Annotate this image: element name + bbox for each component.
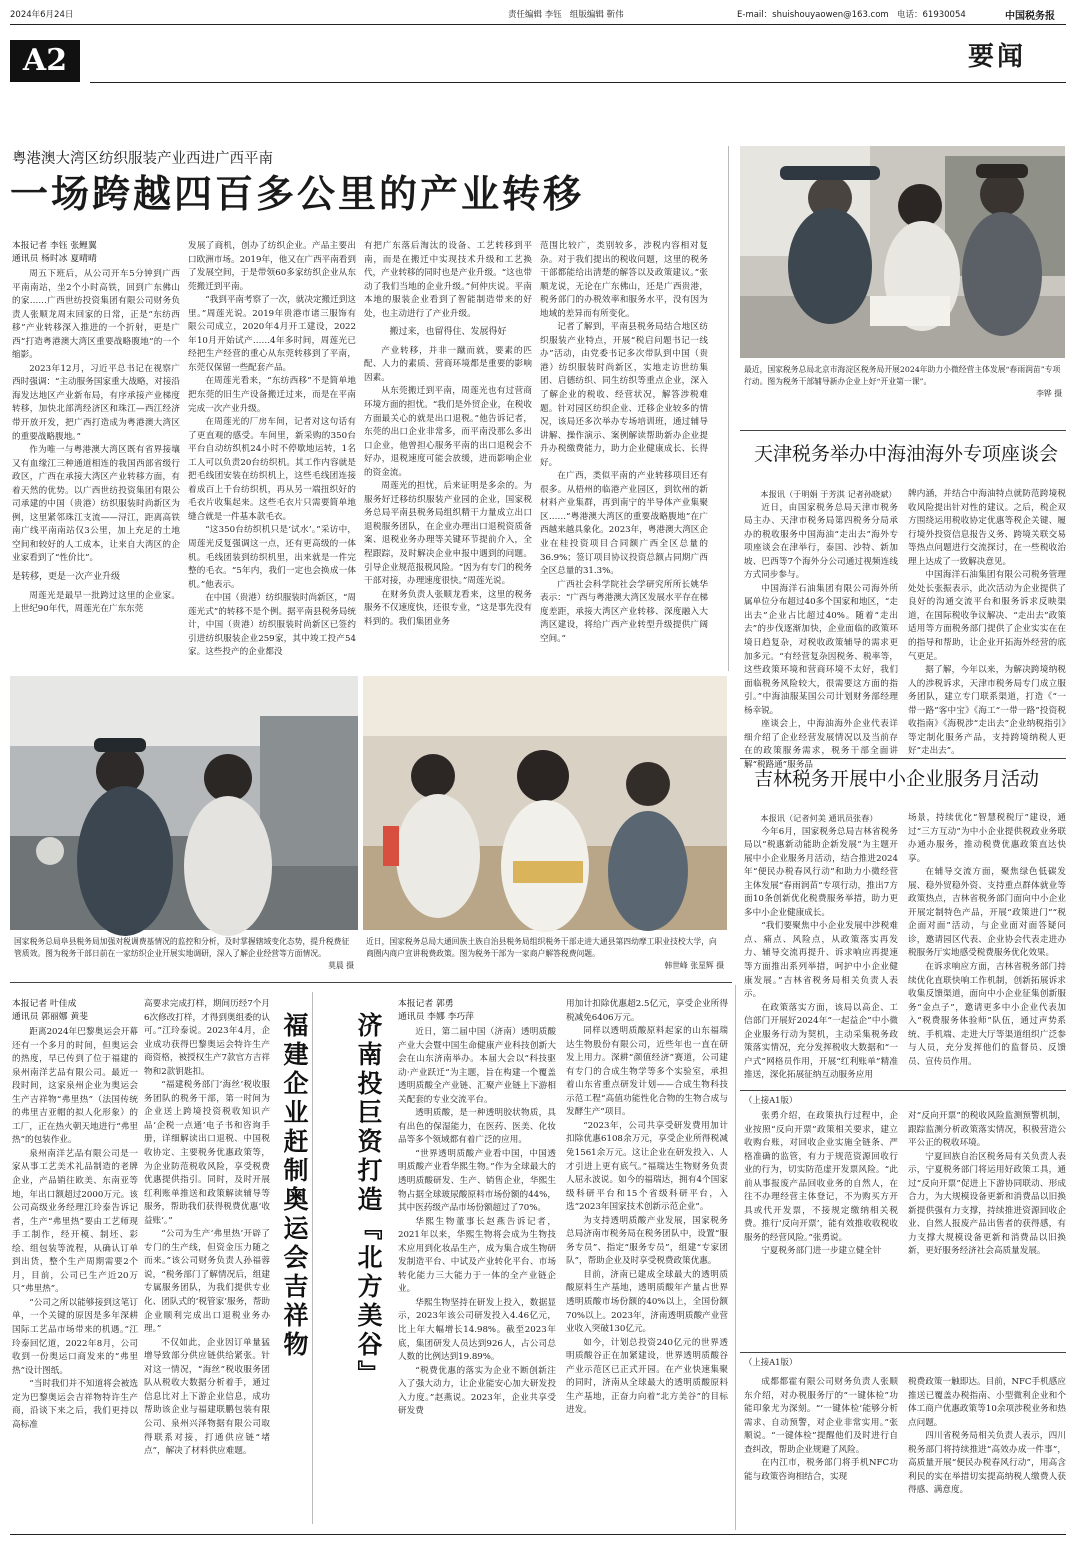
paragraph: 在政策落实方面，该局以高企、工信部门开展好2024年“一起益企”中小微企业服务行动为契机，主动采集税务政策落实情况，充分发挥税收大数据和“一户式”网格员作用，开展“红利账单”精准推送，深化拓展征纳互动服务应用	[744, 1002, 898, 1081]
paragraph: 透明质酸，是一种透明胶状物质，具有出色的保湿能力，在医药、医美、化妆品等多个领域都有着广泛的应用。	[398, 1108, 556, 1146]
paragraph: “世界透明质酸产业看中国，中国透明质酸产业看华熙生物。”作为全球最大的透明质酸研发、生产、销售企业，华熙生物占据全球玻尿酸原料市场份额的44%，其中医药级产品市场份额超过了70%。	[398, 1148, 556, 1214]
paragraph: 在内江市，税务部门将手机NFC功能与政策咨询相结合，实现	[744, 1458, 898, 1482]
subheading: 搬过来，也留得住、发展得好	[389, 327, 507, 338]
layout-editor-name: 靳伟	[606, 10, 624, 20]
paragraph: 用加计扣除优惠超2.5亿元，享受企业所得税减免6406万元。	[566, 999, 728, 1023]
paragraph: 中国海洋石油集团有限公司海外所属单位分布超过40多个国家和地区，“走出去”企业占比超过40%。随着“走出去”的步伐逐渐加快，企业面临的政策环境日趋复杂，对税收政策辅导的需求更加多元。“有经营复杂因税务、税率等，这些政策环境和营商环境不太好，我们面临税务风险较大，很需要这方面的指引。”中海油服某国公司计划财务部经理杨幸锐。	[744, 583, 898, 716]
paragraph: “福建税务部门‘海丝’税收服务团队的税务干部，第一时间为企业送上跨境投资税收知识产品‘企税一点通’电子书和咨询手册，详细解读出口退税、中国税收协定、主要税务优惠政策等，为企业防范税收风险，享受税费优惠提供指引。同时，及时开展红利账单推送和政策解读辅导等服务，帮助我们获得税费优惠‘收益账’。”	[144, 1080, 270, 1226]
jilin-headline: 吉林税务开展中小企业服务月活动	[754, 768, 1040, 790]
photo-tax-officers-with-client	[740, 146, 1065, 358]
paragraph: 发展了商机，创办了纺织企业。产品主要出口欧洲市场。2019年，他又在广西平南看到了发展空间，于是带领60多家纺织企业从东莞搬迁到平南。	[188, 241, 356, 292]
jinan-col-2	[566, 998, 728, 1522]
jilin-col-1	[744, 812, 898, 1084]
column-divider	[312, 992, 313, 1524]
paragraph: 近日，第二届中国（济南）透明质酸产业大会暨中国生命健康产业科技创新大会在山东济南举办。本届大会以“科技驱动·产业跃迁”为主题，旨在构建一个覆盖透明质酸全产业链、汇聚产业链上下游相关配套的专业交流平台。	[398, 1027, 556, 1105]
jinan-byline	[398, 998, 538, 1024]
paragraph: 高要求完成打样，期间历经7个月6次修改打样，才得到奥组委的认可。”江玲泰说。2023年4月，企业成功获得巴黎奥运会特许生产商资格，被授权生产7款官方吉祥物和2款钥匙扣。	[144, 999, 270, 1077]
tianjin-headline: 天津税务举办中海油海外专项座谈会	[754, 443, 1059, 465]
continued2-col-1	[744, 1376, 898, 1526]
lead-col-2	[188, 240, 356, 664]
masthead-editors	[508, 8, 624, 20]
paragraph: 在周莲光的厂房车间，记者对这句话有了更直观的感受。车间里，新采购的350台平台自动纺织机24小时不停歇地运转，1名工人可以负责20台纺织机。其工作内容就是把毛线团安装在纺织机上，这些毛线团连接着成百上千台纺织机，再从另一端扭织好的毛衣片收集起来。这些毛衣片只需要简单地缝合就是一件基本款毛衣。	[188, 417, 356, 522]
paragraph: “公司为生产‘弗里热’开辟了专门的生产线，但资金压力随之而来。”该公司财务负责人孙福蓉说，“税务部门了解情况后，组建专属服务团队，为我们提供专业化、团队式的‘税管家’服务，帮助企业顺利完成出口退税业务办理。”	[144, 1229, 270, 1335]
masthead-email	[737, 8, 889, 20]
paragraph: 中国海洋石油集团有限公司税务管理处处长张振表示，此次活动为企业提供了良好的沟通交流平台和服务诉求反映渠道，在国际税收争议解决、“走出去”政策适用等方面税务部门提供了企业实实在在的指导和帮助，让企业开拓海外经营的底气更足。	[908, 570, 1066, 662]
paragraph: 对“反向开票”的税收风险监测预警机制，跟踪监测分析政策落实情况，积极营造公平公正的税收环境。	[908, 1111, 1066, 1149]
paragraph: 华熙生物坚持在研发上投入，数据显示，2023年该公司研发投入4.46亿元，比上年大幅增长14.98%。截至2023年底，集团研发人员达到926人，占公司总人数的比例达到19.89%。	[398, 1297, 556, 1363]
photo-mid-right-caption	[366, 936, 724, 972]
paragraph: 在周莲光看来，“东纺西移”不是简单地把东莞的旧生产设备搬迁过来，而是在平南完成一次产业升级。	[188, 376, 356, 414]
paragraph: 税费政策一触即达。目前，NFC手机感应推送已覆盖办税指南、小型微利企业和个体工商户优惠政策等10余项涉税业务和热点问题。	[908, 1377, 1066, 1428]
paragraph: “当时我们并不知道将会被选定为巴黎奥运会吉祥物特许生产商，沿谈下来之后，我们更持以高标准	[12, 1379, 138, 1430]
continued1-col-1	[744, 1110, 898, 1348]
paragraph: 牌内涵，并结合中海油特点就防范跨境税收风险提出针对性的建议。之后，税企双方围绕运用税收协定优惠等税企关键、履行境外投资信息报告义务、跨境关联交易等热点问题进行交流探讨，在一些税收治理上达成了一致解决意见。	[908, 489, 1066, 567]
lead-kicker: 粤港澳大湾区纺织服装产业西进广西平南	[12, 151, 273, 167]
paragraph: 近日，由国家税务总局天津市税务局主办、天津市税务局第四税务分局承办的税收服务中国海油“走出去”海外专项座谈会在津举行，泰国、沙特、新加坡、巴西等7个海外分公司通过视频连线方式同步参与。	[744, 502, 898, 581]
photo-textile-factory-visit	[10, 676, 358, 930]
jinan-title: 济南投巨资打造『北方美谷』	[354, 1012, 383, 1389]
byline-reporter: 本报记者 李钰 张鲤翼	[12, 241, 97, 251]
jilin-col-2	[908, 812, 1066, 1084]
byline-reporter: 本报记者 郭勇	[398, 999, 454, 1009]
paragraph: “这350台纺织机只是‘试水’。”采访中，周莲光反复强调这一点，还有更高级的一体机。毛线团装到纺织机里，出来就是一件完整的毛衣。“5年内，我们一定也会换成一体机。”他表示。	[188, 525, 356, 590]
paragraph: 成都都霍有限公司财务负责人张顺东介绍，对办税服务厅的“一键体检”功能印象尤为深刻。“‘一键体检’能够分析需求、自动预警，对企业非常实用。”张顺说。“一键体检”提醒他们及时进行自查纠改，帮助企业规避了风险。	[744, 1377, 898, 1455]
paper-name: 中国税务报	[1005, 11, 1055, 22]
paragraph: “我到平南考察了一次，就决定搬迁到这里。”周莲光说。2019年贵港市诸三服饰有限公司成立，2020年4月开工建设，2022年10月开始试产……4年多时间，周莲光已经把生产经营的重心从东莞转移到了平南，东莞仅保留一些配套产品。	[188, 295, 356, 373]
photo-top-right-caption	[744, 364, 1062, 400]
paragraph: 如今，计划总投资240亿元的世界透明质酸谷正在加紧建设，世界透明质酸谷产业示范区已正式开园。在产业快速集聚的同时，济南从全球最大的透明质酸原料生产基地，正奋力向着“北方美谷”的目标进发。	[566, 1337, 728, 1416]
dateline: 本报讯（记者何美 通讯员张春）	[760, 813, 878, 823]
section-rule	[10, 982, 732, 983]
section-rule	[740, 1090, 1066, 1091]
column-divider	[735, 985, 736, 1530]
masthead-date: 2024年6月24日	[10, 10, 74, 20]
lead-byline	[12, 240, 172, 266]
photo-mid-left-caption	[14, 936, 354, 972]
byline-correspondent: 通讯员 李娜 李巧萍	[398, 1012, 474, 1022]
paragraph: 产业转移，并非一蹴而就，要素的匹配、人力的素质、营商环境都是重要的影响因素。	[364, 345, 532, 383]
paragraph: 四川省税务局相关负责人表示，四川税务部门将持续推进“高效办成一件事”，高质量开展“便民办税春风行动”，用高含利民的实在举措切实提高纳税人缴费人获得感、满意度。	[908, 1431, 1066, 1496]
paragraph: 为支持透明质酸产业发展，国家税务总局济南市税务局在税务团队中，设置“服务专员”、指定“服务专员”，组建“专家团队”，帮助企业及时享受税费政策优惠。	[566, 1215, 728, 1267]
paragraph: “2023年，公司共享受研发费用加计扣除优惠6108余万元，享受企业所得税减免1561余万元。这让企业在研发投入、人才引进上更有底气。”福瑞达生物财务负责人屈永波说。如今的福瑞达，拥有4个国家级科研平台和15个省级科研平台，入选“2023年国家技术创新示范企业”。	[566, 1120, 728, 1213]
caption-text: 国家税务总局阜县税务局加强对税调费基情况的监控和分析，及时掌握辖域变化态势，提升税费征管质效。图为税务干部日前在一家纺织企业开展实地调研，深入了解企业经营等方面情况。	[14, 937, 350, 958]
paragraph: 作为唯一与粤港澳大湾区既有省界接壤又有血缘江三种通道相连的我国西部省级行政区，广西在承接大湾区产业转移方面，有着天然的优势。以广西世纺投资集团有限公司承建的中国（贵港）纺织服装时尚新区为例，这里紧邻珠江支流——浔江，距离高铁南广线平南南站仅3公里，加上充足的土地空间和较好的人工成本，让来自大湾区的企业家看到了“性价比”。	[12, 445, 180, 564]
caption-text: 最近，国家税务总局北京市海淀区税务局开展2024年助力小微经营主体发展“春雨润苗”专项行动。图为税务干部辅导新办企业上好“开业第一课”。	[744, 365, 1061, 386]
lead-col-4	[540, 240, 708, 664]
byline-correspondent: 通讯员 杨时冰 夏晴晴	[12, 254, 97, 264]
section-rule	[740, 758, 1066, 759]
paragraph: 记者了解到，平南县税务局结合地区纺织服装产业特点，开展“税启问题书记一线办”活动，由党委书记多次带队到中国（贵港）纺织服装时尚新区，实地走访世纺集团、启德纺织、同生纺织等重点企业，深入了解企业的税收、经营状况，解答涉税难题。针对园区纺织企业、迁移企业较多的情况，该局还多次举办专场培训班，通过辅导讲解、操作演示、案例解读帮助新办企业提升办税缴费能力，助力企业健康成长、长得好。	[540, 322, 708, 468]
phone-label: 电话：	[897, 10, 923, 20]
paragraph: 同样以透明质酸原料起家的山东福瑞达生物股份有限公司，近些年也一直在研发上用力。深耕“颜值经济”赛道，公司建有专门的合成生物学等多个实验室，承担着山东省重点研发计划——合成生物科技示范工程“高值功能性化合物的生物合成与发酵生产”项目。	[566, 1026, 728, 1118]
lead-col-3	[364, 240, 532, 664]
lead-col-1	[12, 268, 180, 664]
section-rule	[740, 430, 1066, 431]
continued-label: （上接A1版）	[744, 1095, 798, 1105]
page-number: A2	[22, 43, 68, 78]
dateline: 本报讯（于明娟 于芳淇 记者孙晓斌）	[760, 489, 897, 499]
jinan-col-1	[398, 1026, 556, 1522]
paragraph: “税费优惠的落实为企业不断创新注入了强大动力，让企业能安心加大研发投入力度。”赵燕说。2023年，企业共享受研发费	[398, 1365, 556, 1417]
paragraph: 在诉求响应方面，吉林省税务部门持续优化直联快响工作机制，创新拓展诉求收集反馈渠道，面向中小企业征集创新服务“金点子”，邀请更多中小企业代表加入“税费服务体验师”队伍，通过声势系统、手机端、走进大厅等渠道组织广泛参与人员，充分发挥他们的监督员、反馈员、宣传员作用。	[908, 962, 1066, 1067]
paragraph: “公司之所以能够接到这笔订单，一个关键的原因是多年深耕国际工艺品市场带来的机遇。”江玲泰回忆道，2022年8月，公司收到一份奥运口商发来的“弗里热”设计图纸。	[12, 1297, 138, 1376]
fujian-title: 福建企业赶制奥运会吉祥物	[280, 1012, 309, 1360]
paragraph: 宁夏回族自治区税务局有关负责人表示，宁夏税务部门将运用好政策工具，通过“反向开票”促进上下游协同联动、形成合力，为大规模设备更新和消费品以旧换新提供强有力支撑，持续推进资源回收企业、自然人报废产品出售者的获得感，有力支撑大规模设备更新和消费品以旧换新，更好服务经济社会高质量发展。	[908, 1151, 1066, 1257]
photo-illustration	[740, 146, 1065, 358]
photo-credit: 李铧 摄	[1036, 389, 1062, 398]
editor-label: 责任编辑	[508, 10, 543, 20]
paragraph: 周五下班后，从公司开车5分钟到广西平南南站，坐2个小时高铁，回到广东佛山的家……广西世纺投资集团有限公司财务负责人张顺龙周末回家的日常，正是“东纺西移”产业转移深入推进的一个折射，更是广西“打造粤港澳大湾区重要战略腹地”的一个缩影。	[12, 269, 180, 361]
editor-name: 李钰	[544, 10, 562, 20]
fujian-col-1	[12, 1026, 138, 1522]
masthead-rule	[10, 24, 1066, 25]
layout-editor-label: 组版编辑	[569, 10, 604, 20]
tianjin-col-2	[908, 488, 1066, 757]
tianjin-col-1	[744, 488, 898, 770]
masthead-phone	[897, 8, 966, 20]
email-value: shuishouyaowen@163.com	[772, 10, 889, 20]
subheading: 是转移，更是一次产业升级	[12, 572, 121, 583]
paragraph: 在辅导交流方面，聚焦绿色低碳发展、稳外贸稳外资、支持重点群体就业等政策热点，吉林省税务部门面向中小企业开展定制特色产品，开展“政策进门”“税企面对面”活动，与企业面对面答疑问诊，邀请园区代表、企业协会代表走进办税服务厅实地感受税费服务优化效果。	[908, 867, 1066, 959]
caption-text: 近日，国家税务总局大通回族土族自治县税务局组织税务干部走进大通县第四幼摩工职业技校大学，向商圈内商户宣讲税费政策。图为税务干部为一家商户解答税费问题。	[366, 937, 717, 958]
paragraph: 在广西，类似平南的产业转移项目还有很多。从梧州的临港产业园区，到钦州的新材料产业集群，再到南宁的半导体产业集聚区……“粤港澳大湾区的重要战略腹地”在广西越来越具象化。2023年，粤港澳大湾区企业在桂投资项目合同额广西全区总量的36.9%；签订项目协议投资总额占同期广西全区总量的31.3%。	[540, 471, 708, 577]
section-name: 要闻	[968, 42, 1027, 72]
section-rule	[740, 1352, 1066, 1353]
page-bottom-rule	[10, 1534, 1066, 1535]
paragraph: 广西社会科学院社会学研究所所长姚华表示：“广西与粤港澳大湾区发展水平存在梯度差距，承接大湾区产业转移、深度融入大湾区建设，将给广西产业转型升级提供广阔空间。”	[540, 579, 708, 644]
photo-illustration	[10, 676, 358, 930]
photo-credit: 韩世峰 张星辉 摄	[664, 961, 724, 970]
page-header-rule	[90, 82, 1066, 83]
paragraph: 有把广东落后淘汰的设备、工艺转移到平南，而是在搬迁中实现技术升级和工艺换代，产业转移的同时也是产业升级。“这也带动了我们当地的企业升级。”何仲庆说。平南本地的服装企业看到了智能制造带来的好处，也主动进行了产业升级。	[364, 241, 532, 319]
paragraph: 泉州南洋艺品有限公司是一家从事工艺美术礼品制造的老牌企业，产品销往欧美、东南亚等地，年出口额超过2000万元。该公司高级业务经理江玲泰告诉记者，生产“弗里热”要由工艺师现手工制作，经开模、制坯、彩绘、组包装等流程，从确认订单到出货，整个生产周期需要2个月，目前，公司已生产近20万只“弗里热”。	[12, 1148, 138, 1295]
fujian-col-2	[144, 998, 270, 1522]
continued2-col-2	[908, 1376, 1066, 1526]
byline-correspondent: 通讯员 郭丽娜 黄斐	[12, 1012, 88, 1022]
email-label: E-mail：	[737, 10, 773, 20]
fujian-byline	[12, 998, 142, 1024]
phone-value: 61930054	[922, 10, 966, 20]
paragraph: 在中国（贵港）纺织服装时尚新区，“周莲光式”的转移不是个例。据平南县税务局统计，中国（贵港）纺织服装时尚新区已签约引进纺织服装企业259家，其中竣工投产54家。这些投产的企业都没	[188, 593, 356, 658]
paragraph: 范围比较广，类别较多，涉税内容相对复杂。对于我们提出的税收问题，这里的税务干部都能给出清楚的解答以及政策建议。”张顺龙说，无论在广东佛山，还是广西贵港，税务部门的办税效率和服务水平，没有因为地域的差异而有所变化。	[540, 241, 708, 319]
paragraph: 张勇介绍，在政策执行过程中，企业按照“反向开票”政策相关要求，建立收购台账，对回收企业实施全链条、严格准确的监管，有力于规范资源回收行业的行为，切实防范虚开发票风险。“此前从事报废产品回收业务的自然人，在往不办理经营主体登记，不为购买方开具或代开发票，不接规定缴纳相关税费。推行‘反向开票’，能有效推收收税收服务的经营风险。”张勇说。	[744, 1111, 898, 1243]
photo-credit: 莫晨 摄	[328, 961, 354, 970]
byline-reporter: 本报记者 叶佳成	[12, 999, 77, 1009]
paragraph: “我们要聚焦中小企业发展中涉税难点、痛点、风险点，从政策落实再发力、辅导交流再提升、诉求响应再提速等方面推出系列举措，呵护中小企业健康发展。”吉林省税务局相关负责人表示。	[744, 921, 898, 1000]
paragraph: 目前，济南已建成全球最大的透明质酸原料生产基地，透明质酸年产量占世界透明质酸市场份额的40%以上，全国份额70%以上。2023年，济南透明质酸产业营业收入突破130亿元。	[566, 1269, 728, 1335]
paragraph: 不仅如此，企业因订单量猛增导致部分供应链供给紧张。针对这一情况，“海丝”税收服务团队从税收大数据分析着手，通过信息比对上下游企业信息，成功帮助该企业与福建联鹏包装有限公司、泉州兴泽物据有限公司取得联系对接，打通供应链“堵点”，解决了材料供应难题。	[144, 1337, 270, 1457]
paragraph: 座谈会上，中海油海外企业代表详细介绍了企业经营发展情况以及当前存在的政策服务需求，税务干部全面讲解“税路通”服务品	[744, 719, 898, 770]
photo-tax-policy-explanation	[363, 676, 727, 930]
paragraph: 今年6月，国家税务总局吉林省税务局以“税惠新动能助企新发展”为主题开展中小企业服务月活动，结合推进2024年“便民办税春风行动”和助力小微经营主体发展“春雨润苗”专项行动，推出7方面10条创新优化税费服务举措，助力更多中小企业健康成长。	[744, 826, 898, 918]
continued-label: （上接A1版）	[744, 1357, 798, 1367]
continued1-col-2	[908, 1110, 1066, 1348]
paragraph: 华熙生物董事长赵燕告诉记者，2021年以来，华熙生物将会成为生物技术应用到化妆品生产，成为集合成生物研发制造平台、中试及产业转化平台、市场转化能力三大能力于一体的全产业链企业。	[398, 1216, 556, 1295]
photo-illustration	[363, 676, 727, 930]
paragraph: 据了解，今年以来，为解决跨境纳税人的涉税诉求，天津市税务局专门成立服务团队，建立专门联系渠道，打造《“一带一路”客中宝》《海工“一带一路”投资税收指南》《海税涉“走出去”企业纳税指引》等定制化服务产品，支持跨境纳税人更好“走出去”。	[908, 665, 1066, 757]
paragraph: 距离2024年巴黎奥运会开幕还有一个多月的时间，但奥运会的热度，早已传到了位于福建的泉州南洋艺品有限公司。最近一段时间，这家泉州企业为奥运会生产吉祥物“弗里热”（法国传统的弗里吉亚帽的拟人化形象）的工厂，正在热火朝天地进行“弗里热”的包装作业。	[12, 1027, 138, 1146]
column-divider	[728, 146, 729, 671]
paragraph: 周莲光是最早一批跨过这里的企业家。上世纪90年代，周莲光在广东东莞	[12, 590, 180, 615]
paragraph: 场景，持续优化“智慧税税厅”建设，通过“三方互动”为中小企业提供税政业务联办通办服务，推动税费优惠政策直达快享。	[908, 813, 1066, 864]
paragraph: 宁夏税务部门进一步建立健全针	[761, 1246, 882, 1257]
paragraph: 从东莞搬迁到平南，周莲光也有过营商环境方面的担忧。“我们是外贸企业，在税收方面最关心的就是出口退税。”他告诉记者，东莞的出口企业非常多，而平南没那么多出口企业，他曾担心服务平南的出口退税会不好办，退税速度可能会放缓，进而影响企业的资金流。	[364, 386, 532, 478]
paragraph: 周莲光的担忧，后来证明是多余的。为服务好迁移纺织服装产业园的企业，国家税务总局平南县税务局组织精干力量成立出口退税服务团队，在企业办理出口退税资质备案、退税业务办理等关键环节提前介入，全程跟踪，及时解决企业申报中遇到的问题。引导企业规范报税风险。“因为有专门的税务干部对接，办理速度很快。”周莲光说。	[364, 481, 532, 587]
paragraph: 在财务负责人张顺龙看来，这里的税务服务不仅速度快，还很专业，“这是事先没有料到的。我们集团业务	[364, 589, 532, 627]
paragraph: 2023年12月，习近平总书记在视察广西时强调：“主动服务国家重大战略，对接沿海发达地区产业新布局，有序承接产业梯度转移，加快北部湾经济区和珠江—西江经济带开放开发，把广西打造成为粤港澳大湾区的重要战略腹地。”	[12, 363, 180, 442]
lead-headline: 一场跨越四百多公里的产业转移	[10, 171, 585, 216]
